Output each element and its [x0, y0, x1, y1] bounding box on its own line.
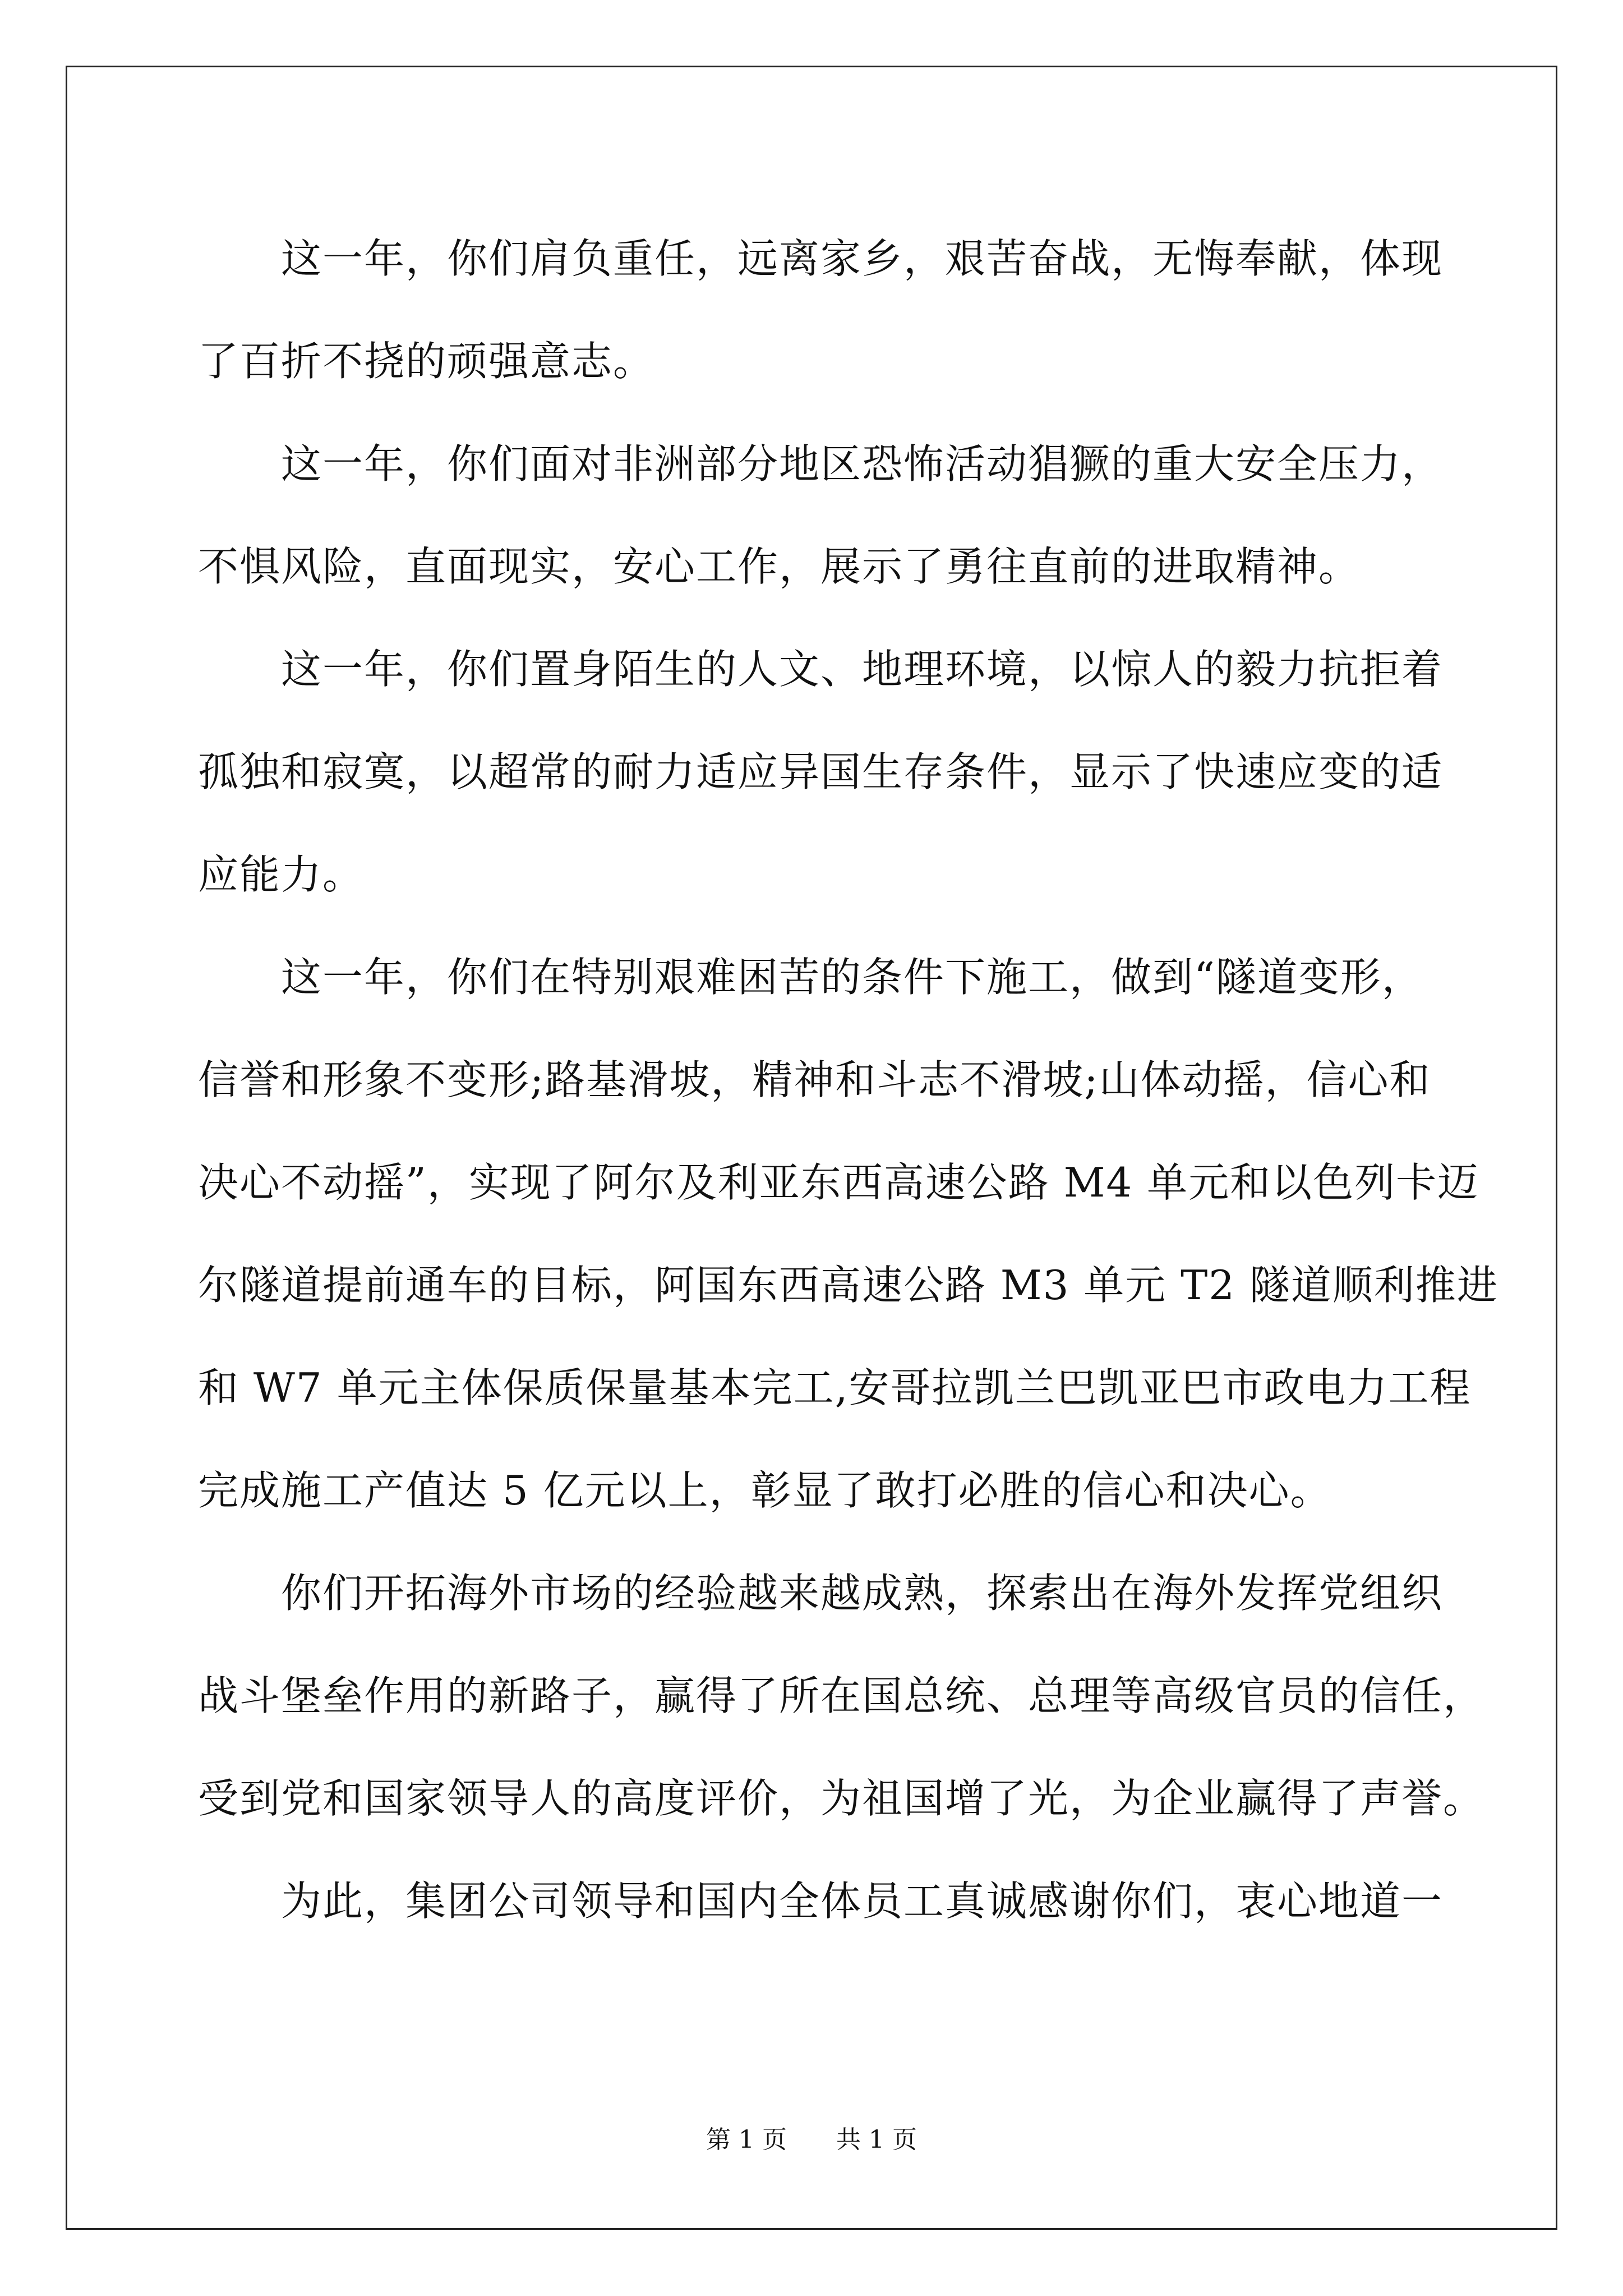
paragraph-4 — [198, 926, 1498, 1542]
text-line: 战斗堡垒作用的新路子，赢得了所在国总统、总理等高级官员的信任， — [198, 1672, 1485, 1719]
text-line: 完成施工产值达 5 亿元以上，彰显了敢打必胜的信心和决心。 — [198, 1467, 1332, 1514]
text-line: 这一年，你们面对非洲部分地区恐怖活动猖獗的重大安全压力， — [281, 440, 1444, 487]
text-line: 你们开拓海外市场的经验越来越成熟，探索出在海外发挥党组织 — [281, 1570, 1444, 1617]
paragraph-2 — [198, 413, 1444, 618]
paragraph-1 — [198, 208, 1444, 413]
paragraph-6 — [198, 1850, 1444, 1953]
text-line: 不惧风险，直面现实，安心工作，展示了勇往直前的进取精神。 — [198, 543, 1361, 590]
text-line: 受到党和国家领导人的高度评价，为祖国增了光，为企业赢得了声誉。 — [198, 1775, 1485, 1822]
text-line: 这一年，你们在特别艰难困苦的条件下施工，做到“隧道变形， — [281, 954, 1423, 1001]
paragraph-5 — [198, 1542, 1485, 1850]
page-footer — [0, 2123, 1623, 2157]
page-number: 第 1 页 — [706, 2125, 787, 2154]
text-line: 为此，集团公司领导和国内全体员工真诚感谢你们，衷心地道一 — [281, 1878, 1444, 1925]
text-line: 孤独和寂寞，以超常的耐力适应异国生存条件，显示了快速应变的适 — [198, 748, 1444, 795]
page-total: 共 1 页 — [836, 2125, 917, 2154]
text-line: 信誉和形象不变形;路基滑坡，精神和斗志不滑坡;山体动摇，信心和 — [198, 1056, 1431, 1103]
paragraph-3 — [198, 618, 1444, 926]
text-line: 了百折不挠的顽强意志。 — [198, 338, 655, 385]
text-line: 尔隧道提前通车的目标，阿国东西高速公路 M3 单元 T2 隧道顺利推进 — [198, 1262, 1498, 1309]
text-line: 这一年，你们置身陌生的人文、地理环境，以惊人的毅力抗拒着 — [281, 646, 1444, 693]
text-line: 和 W7 单元主体保质保量基本完工,安哥拉凯兰巴凯亚巴市政电力工程 — [198, 1364, 1472, 1411]
document-body — [198, 208, 1498, 1953]
text-line: 决心不动摇”，实现了阿尔及利亚东西高速公路 M4 单元和以色列卡迈 — [198, 1159, 1479, 1206]
text-line: 这一年，你们肩负重任，远离家乡，艰苦奋战，无悔奉献，体现 — [281, 235, 1444, 282]
text-line: 应能力。 — [198, 851, 365, 898]
